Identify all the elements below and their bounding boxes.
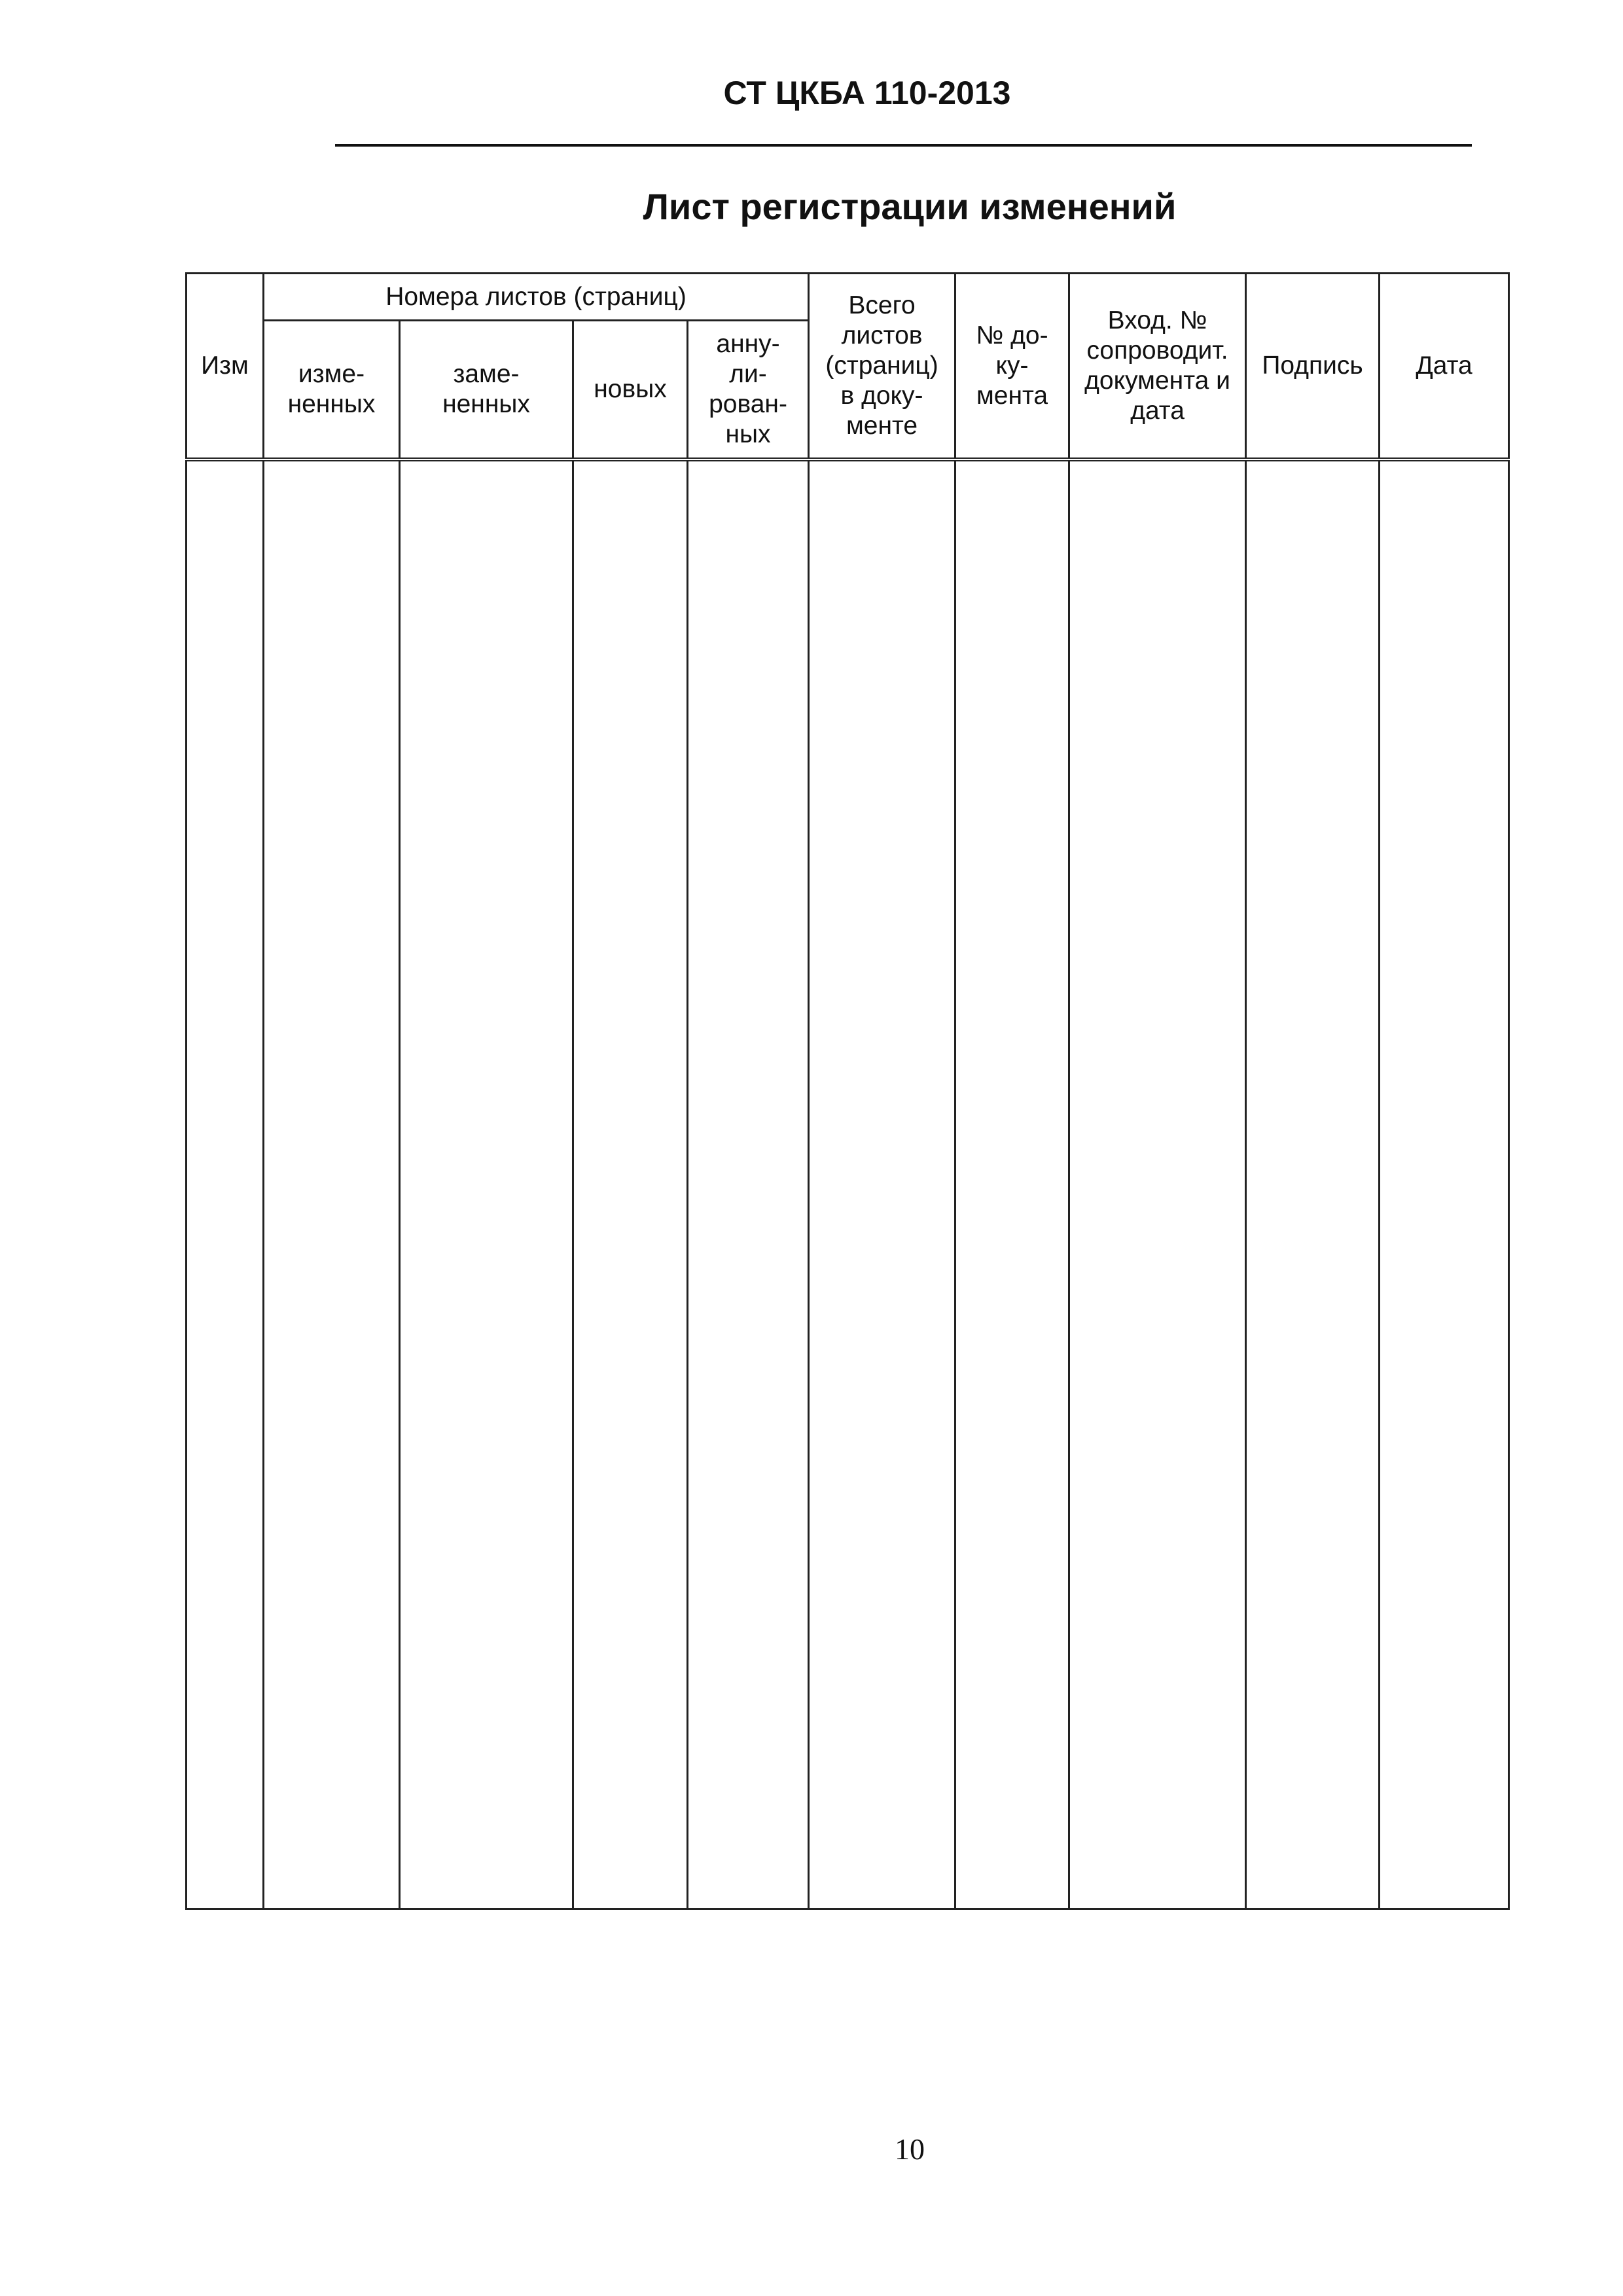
header-replaced-sheets-label: заме- ненных — [442, 359, 530, 418]
header-sheet-numbers-group — [264, 274, 809, 321]
cell-date — [1380, 459, 1509, 1909]
cell-new — [573, 459, 688, 1909]
document-code: СТ ЦКБА 110-2013 — [723, 75, 1011, 111]
table-row — [187, 459, 1509, 1909]
header-new-sheets-label: новых — [594, 374, 667, 403]
header-total-sheets-label: Всего листов (страниц) в доку- менте — [825, 291, 938, 440]
page-number: 10 — [895, 2132, 925, 2166]
header-changed-sheets — [264, 321, 400, 459]
header-incoming-document — [1069, 274, 1246, 459]
header-new-sheets — [573, 321, 688, 459]
cell-total — [809, 459, 955, 1909]
header-rule — [335, 144, 1472, 147]
header-document-number-label: № до- ку- мента — [976, 321, 1048, 410]
header-izm — [187, 274, 264, 459]
header-changed-sheets-label: изме- ненных — [287, 359, 376, 418]
header-sheet-numbers-label: Номера листов (страниц) — [385, 282, 687, 311]
header-annulled-sheets — [688, 321, 809, 459]
header-date-label: Дата — [1416, 351, 1472, 380]
header-total-sheets — [809, 274, 955, 459]
cell-replaced — [400, 459, 573, 1909]
page-title: Лист регистрации изменений — [643, 186, 1177, 227]
change-registration-table — [185, 272, 1510, 1910]
cell-annulled — [688, 459, 809, 1909]
header-signature-label: Подпись — [1262, 351, 1363, 380]
header-replaced-sheets — [400, 321, 573, 459]
cell-izm — [187, 459, 264, 1909]
cell-incoming-document — [1069, 459, 1246, 1909]
header-incoming-document-label: Вход. № сопроводит. документа и дата — [1084, 306, 1230, 425]
header-signature — [1246, 274, 1380, 459]
header-izm-label: Изм — [201, 351, 249, 380]
cell-document-number — [955, 459, 1069, 1909]
cell-signature — [1246, 459, 1380, 1909]
cell-changed — [264, 459, 400, 1909]
header-document-number — [955, 274, 1069, 459]
header-date — [1380, 274, 1509, 459]
header-annulled-sheets-label: анну- ли- рован- ных — [709, 329, 787, 448]
